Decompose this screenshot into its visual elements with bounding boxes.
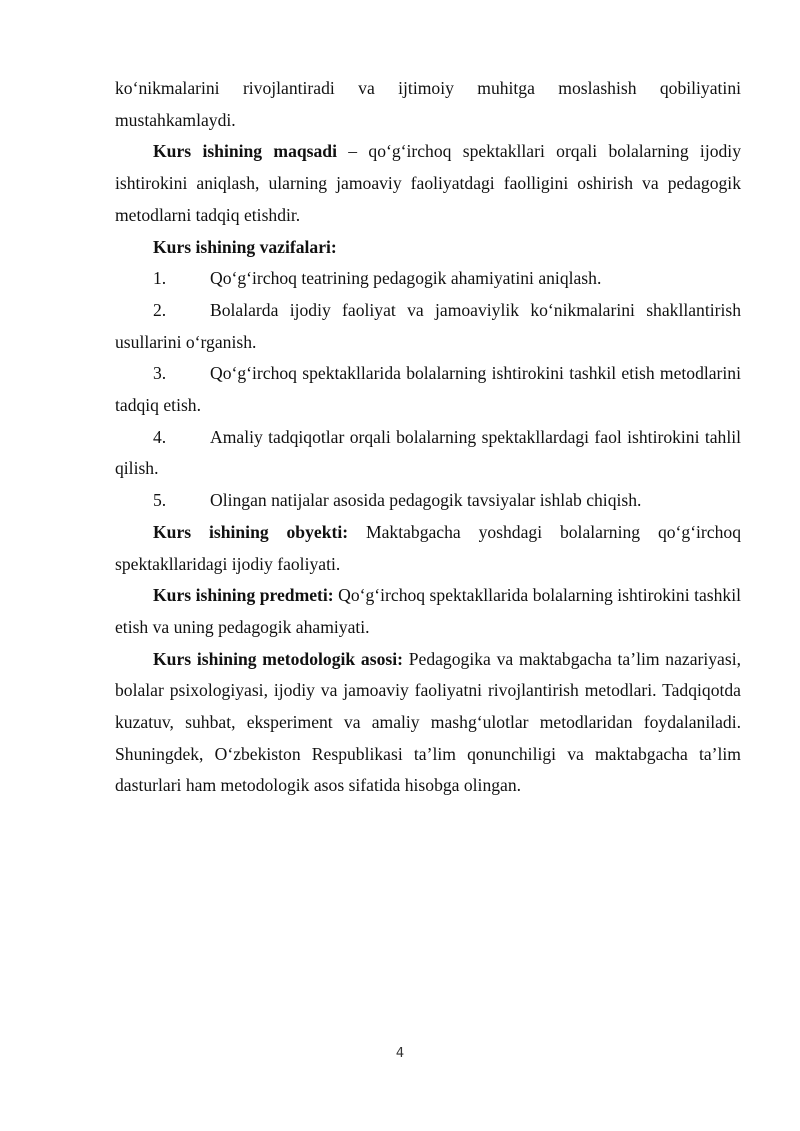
task-number: 4. (153, 426, 167, 447)
purpose-paragraph (115, 136, 741, 231)
task-text: Qo‘g‘irchoq spektakllarida bolalarning ishtirokini tashkil etish metodlarini tadqiq etish. (115, 363, 741, 416)
task-text: Amaliy tadqiqotlar orqali bolalarning spektakllardagi faol ishtirokini tahlil qilish. (115, 426, 741, 479)
task-item-2 (115, 295, 741, 358)
document-page (115, 73, 741, 802)
object-label: Kurs ishining obyekti: (153, 521, 349, 542)
task-number: 3. (153, 363, 167, 384)
task-item-1 (115, 263, 741, 295)
task-text: Olingan natijalar asosida pedagogik tavsiyalar ishlab chiqish. (210, 490, 642, 511)
task-item-3 (115, 358, 741, 421)
intro-paragraph (115, 73, 741, 136)
task-text: Qo‘g‘irchoq teatrining pedagogik ahamiyatini aniqlash. (210, 268, 602, 289)
task-item-4 (115, 422, 741, 485)
page-number: 4 (395, 1046, 405, 1061)
tasks-heading (115, 232, 741, 264)
task-text: Bolalarda ijodiy faoliyat va jamoaviylik ko‘nikmalarini shakllantirish usullarini o‘rganish. (115, 299, 741, 352)
methodology-paragraph (115, 644, 741, 803)
intro-text: ko‘nikmalarini rivojlantiradi va ijtimoiy muhitga moslashish qobiliyatini mustahkamlaydi. (115, 78, 741, 130)
subject-label: Kurs ishining predmeti: (153, 585, 334, 606)
tasks-heading-text: Kurs ishining vazifalari: (153, 236, 337, 257)
purpose-label: Kurs ishining maqsadi (153, 141, 337, 162)
methodology-text: Pedagogika va maktabgacha ta’lim nazariyasi, bolalar psixologiyasi, ijodiy va jamoaviy faoliyatni rivojlantirish metodlari. Tadqiqotda kuzatuv, suhbat, eksperiment va amaliy mashg‘ulotlar metodlaridan foydalaniladi. Shuningdek, O‘zbekiston Respublikasi ta’lim qonunchiligi va maktabgacha ta’lim dasturlari ham metodologik asos sifatida hisobga olingan. (115, 648, 741, 796)
object-text: Maktabgacha yoshdagi bolalarning qo‘g‘irchoq spektakllaridagi ijodiy faoliyati. (115, 521, 741, 574)
task-number: 5. (153, 490, 167, 511)
subject-paragraph (115, 580, 741, 643)
purpose-text: – qo‘g‘irchoq spektakllari orqali bolalarning ijodiy ishtirokini aniqlash, ularning jamoaviy faoliyatdagi faolligini oshirish va pedagogik metodlarni tadqiq etishdir. (115, 141, 741, 225)
object-paragraph (115, 517, 741, 580)
subject-text: Qo‘g‘irchoq spektakllarida bolalarning ishtirokini tashkil etish va uning pedagogik ahamiyati. (115, 585, 741, 637)
methodology-label: Kurs ishining metodologik asosi: (153, 648, 403, 669)
task-item-5 (115, 485, 741, 517)
task-number: 1. (153, 268, 167, 289)
task-number: 2. (153, 299, 167, 320)
